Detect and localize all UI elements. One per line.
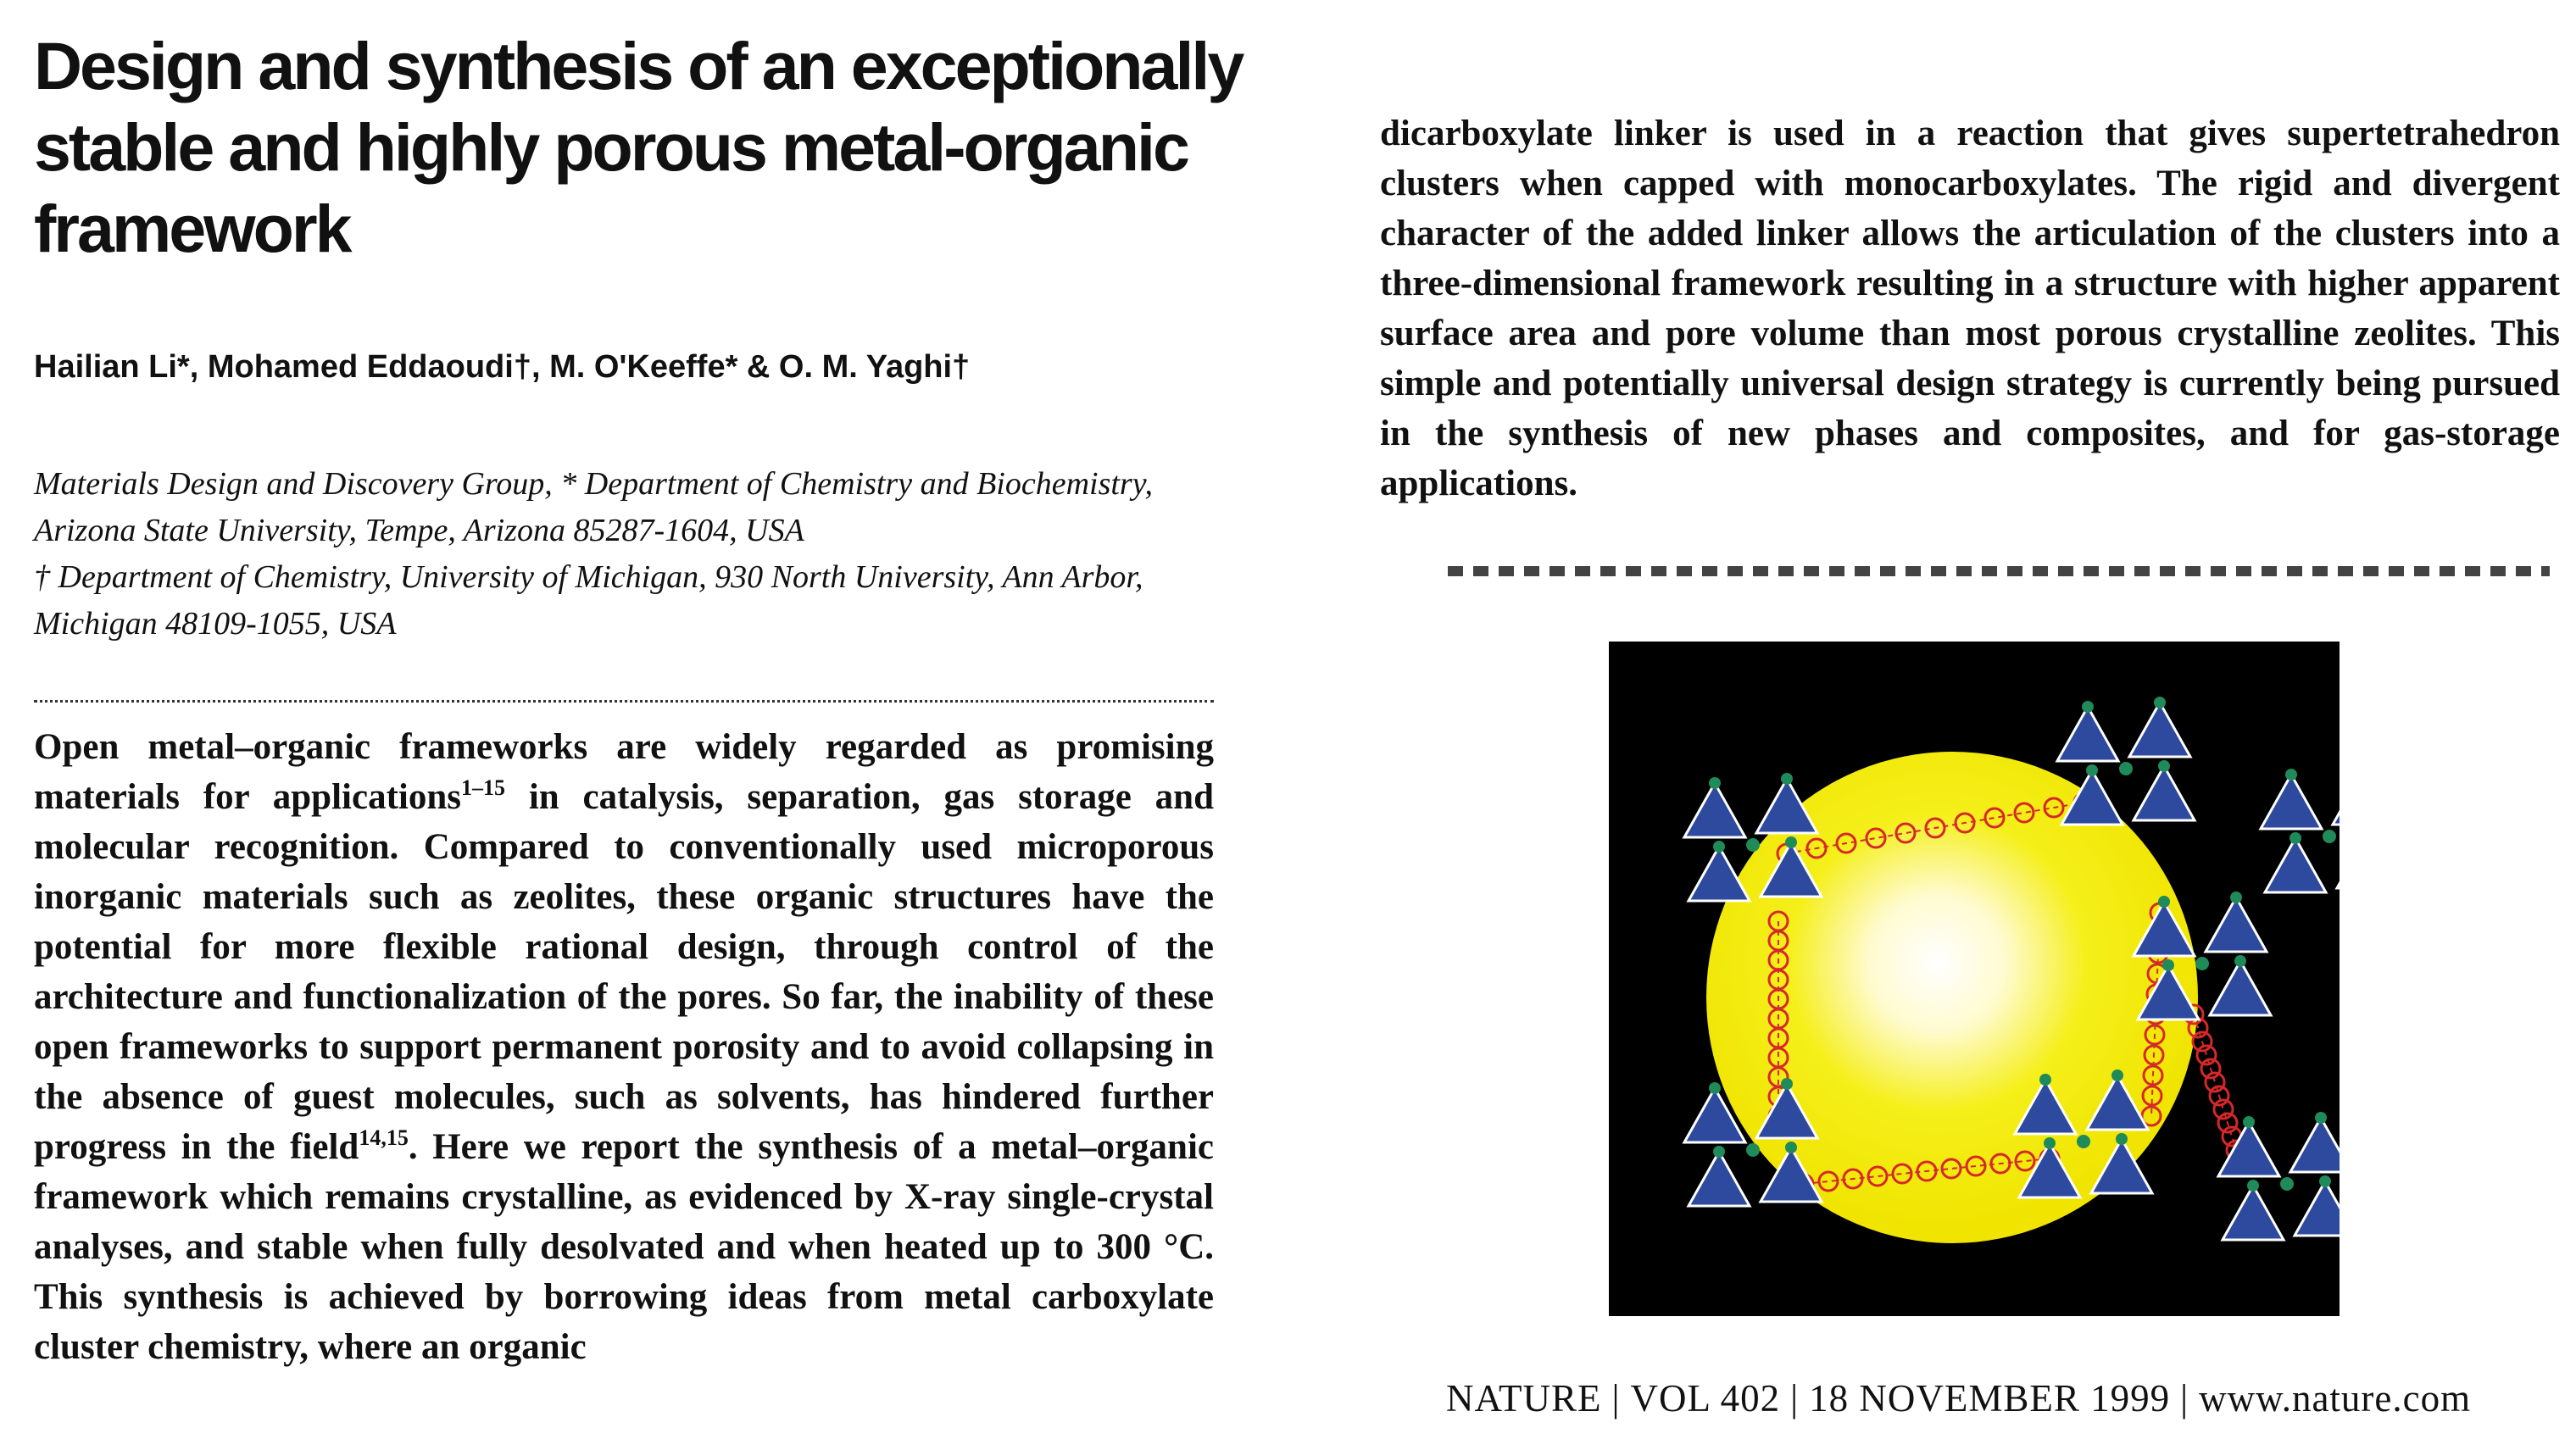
- mof-structure-figure: [1609, 642, 2340, 1316]
- tetrahedron: [2210, 961, 2271, 1015]
- oxygen-node: [2111, 1069, 2123, 1081]
- oxygen-node: [2039, 1074, 2051, 1086]
- oxygen-node: [2285, 769, 2297, 781]
- tetrahedron: [2129, 703, 2190, 757]
- author-list: Hailian Li*, Mohamed Eddaoudi†, M. O'Keeffe* & O. M. Yaghi†: [34, 349, 971, 385]
- central-node: [1746, 838, 1760, 852]
- oxygen-node: [1781, 1078, 1793, 1090]
- abstract-text-part1: Open metal–organic frameworks are widely regarded as promising materials for applications: [34, 727, 1214, 817]
- oxygen-node: [2082, 701, 2094, 713]
- tetrahedron: [2337, 834, 2340, 888]
- central-node: [2323, 830, 2336, 843]
- tetrahedron: [2206, 897, 2267, 952]
- abstract-text-part3: . Here we report the synthesis of a metal–organic framework which remains crystalline, as evidenced by X-ray single-crystal analyses, and stable when fully desolvated and when heated up to 300 °C. This synthesis is achieved by borrowing ideas from metal carboxylate cluster chemistry, where an organic: [34, 1127, 1214, 1367]
- oxygen-node: [2243, 1116, 2255, 1128]
- oxygen-node: [1781, 773, 1793, 785]
- oxygen-node: [1785, 836, 1797, 848]
- oxygen-node: [1713, 841, 1725, 853]
- oxygen-node: [1709, 777, 1721, 789]
- oxygen-node: [2116, 1133, 2128, 1145]
- central-node: [2280, 1177, 2294, 1191]
- central-node: [2195, 957, 2209, 970]
- cropped-text-line: [1380, 558, 2560, 580]
- oxygen-node: [2319, 1175, 2331, 1187]
- oxygen-node: [2247, 1180, 2259, 1192]
- tetrahedron: [1689, 1152, 1750, 1206]
- central-node: [2077, 1135, 2090, 1148]
- oxygen-node: [2158, 896, 2170, 908]
- reference-superscript: 1–15: [460, 775, 505, 800]
- abstract-column-left: [34, 722, 1214, 1372]
- zn4o-cluster: [2218, 1112, 2340, 1240]
- journal-volume: VOL 402: [1630, 1377, 1781, 1419]
- oxygen-node: [1713, 1146, 1725, 1158]
- central-node: [1746, 1143, 1760, 1157]
- abstract-column-right: [1380, 108, 2560, 508]
- dotted-divider: [34, 700, 1214, 703]
- tetrahedron: [2261, 775, 2322, 829]
- tetrahedron: [2333, 770, 2340, 825]
- oxygen-node: [2289, 832, 2301, 844]
- affiliations: [34, 461, 1255, 647]
- oxygen-node: [2158, 760, 2170, 772]
- tetrahedron: [2295, 1181, 2340, 1236]
- tetrahedron: [2134, 766, 2195, 820]
- oxygen-node: [1709, 1082, 1721, 1094]
- affiliation-asu: Materials Design and Discovery Group, * Department of Chemistry and Biochemistry, Arizona State University, Tempe, Arizona 85287-1604, USA: [34, 466, 1153, 548]
- reference-superscript: 14,15: [359, 1125, 409, 1150]
- affiliation-michigan: † Department of Chemistry, University of Michigan, 930 North University, Ann Arbor, Michigan 48109-1055, USA: [34, 559, 1143, 642]
- oxygen-node: [2234, 955, 2246, 967]
- mof-structure-illustration: [1609, 642, 2340, 1316]
- oxygen-node: [2315, 1112, 2327, 1124]
- oxygen-node: [2044, 1137, 2056, 1149]
- oxygen-node: [2154, 697, 2166, 708]
- oxygen-node: [2230, 892, 2242, 903]
- zn4o-cluster: [2057, 697, 2195, 825]
- article-title: Design and synthesis of an exceptionally stable and highly porous metal-organic framework: [34, 28, 1243, 266]
- zn4o-cluster: [2261, 764, 2340, 892]
- oxygen-node: [2162, 959, 2174, 971]
- journal-name: NATURE: [1446, 1377, 1602, 1419]
- central-node: [2119, 762, 2133, 775]
- tetrahedron: [2223, 1186, 2284, 1240]
- oxygen-node: [2086, 764, 2098, 776]
- abstract-text-part2: in catalysis, separation, gas storage and molecular recognition. Compared to conventionally used microporous inorganic materials such as zeolites, these organic structures have the potential for more flexible rational design, through control of the architecture and functionalization of the pores. So far, the inability of these open frameworks to support permanent porosity and to avoid collapsing in the absence of guest molecules, such as solvents, has hindered further progress in the field: [34, 777, 1214, 1167]
- abstract-continuation: dicarboxylate linker is used in a reaction that gives supertetrahedron clusters when capped with monocarboxylates. The rigid and divergent character of the added linker allows the articulation of the clusters into a three-dimensional framework resulting in a structure with higher apparent surface area and pore volume than most porous crystalline zeolites. This simple and potentially universal design strategy is currently being pursued in the synthesis of new phases and composites, and for gas-storage applications.: [1380, 114, 2560, 503]
- tetrahedron: [2057, 707, 2118, 761]
- tetrahedron: [2265, 838, 2326, 892]
- abstract-paragraph: [34, 722, 1214, 1372]
- tetrahedron: [2290, 1118, 2340, 1172]
- journal-url: www.nature.com: [2199, 1377, 2472, 1419]
- oxygen-node: [1785, 1142, 1797, 1153]
- journal-footer: NATURE | VOL 402 | 18 NOVEMBER 1999 | www.nature.com: [1446, 1377, 2472, 1419]
- publication-date: 18 NOVEMBER 1999: [1809, 1377, 2171, 1419]
- linker-bond: [2194, 1014, 2236, 1150]
- tetrahedron: [1684, 783, 1745, 837]
